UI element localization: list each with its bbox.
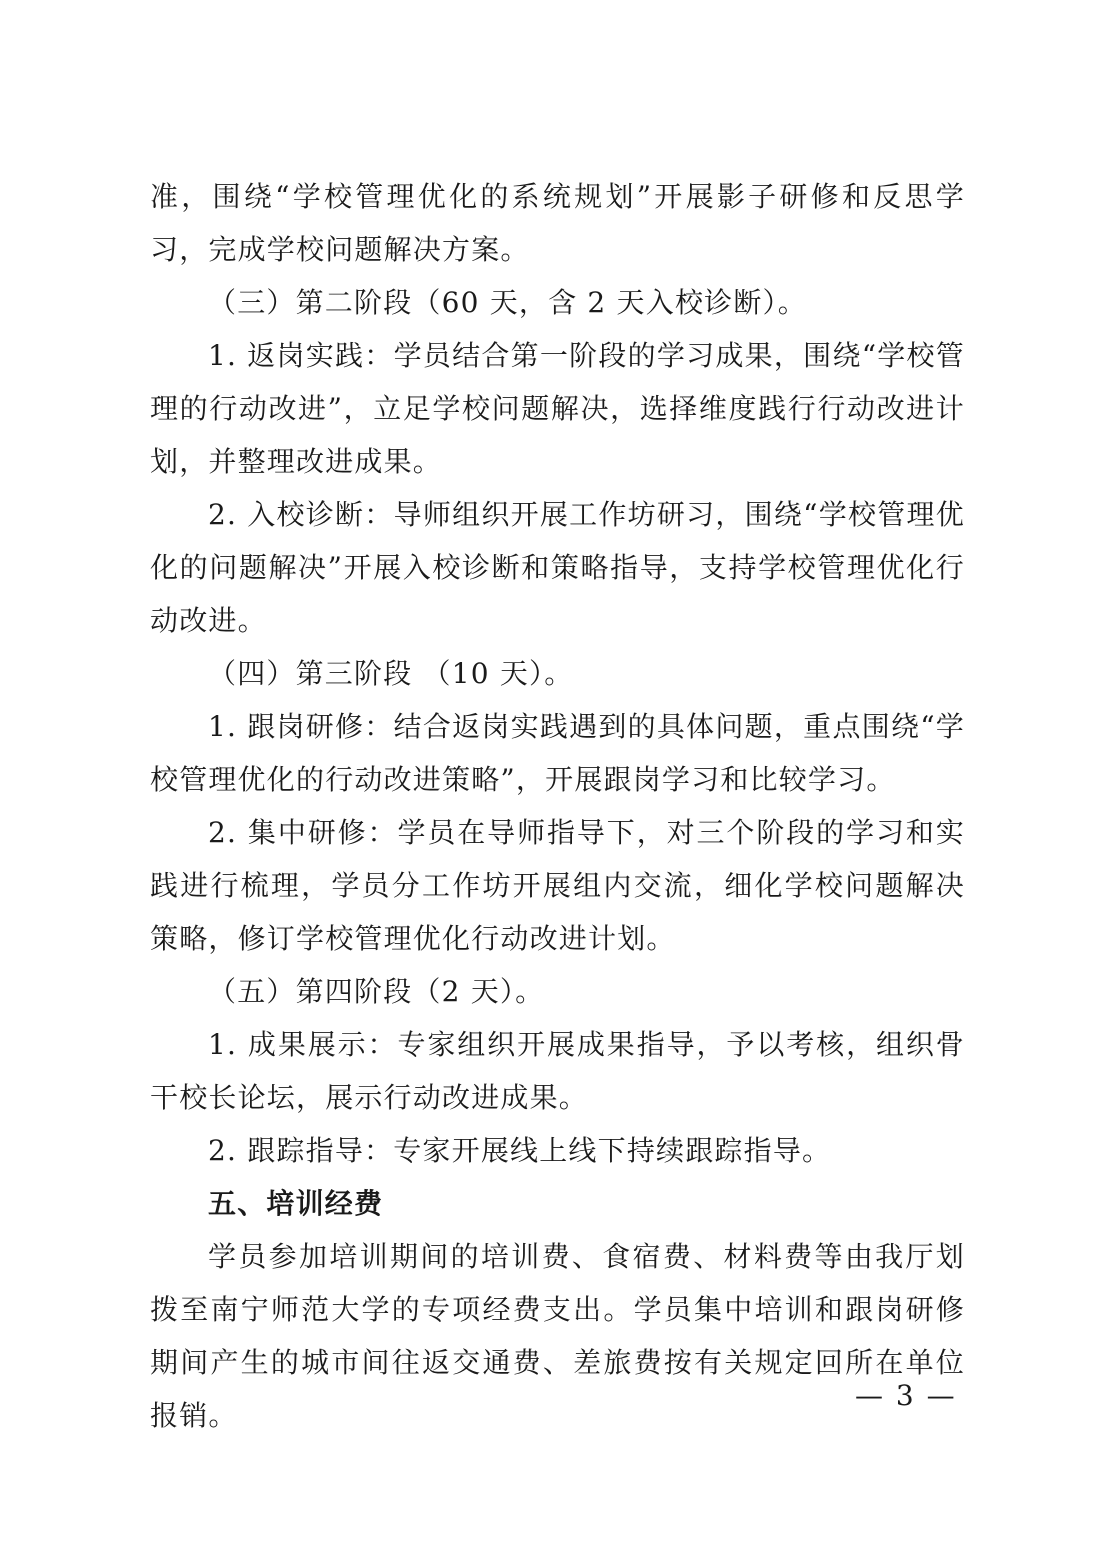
page-number: — 3 —	[855, 1379, 957, 1412]
section-heading-training-funds: 五、培训经费	[208, 1187, 384, 1220]
paragraph-shadow-training: 1. 跟岗研修：结合返岗实践遇到的具体问题，重点围绕“学校管理优化的行动改进策略”，开展跟岗学习和比较学习。	[150, 710, 965, 796]
paragraph-training-funds: 学员参加培训期间的培训费、食宿费、材料费等由我厅划拨至南宁师范大学的专项经费支出。学员集中培训和跟岗研修期间产生的城市间往返交通费、差旅费按有关规定回所在单位报销。	[150, 1240, 965, 1432]
paragraph-school-diagnosis: 2. 入校诊断：导师组织开展工作坊研习，围绕“学校管理优化的问题解决”开展入校诊断和策略指导，支持学校管理优化行动改进。	[150, 498, 965, 637]
subheading-stage-two: （三）第二阶段（60 天，含 2 天入校诊断）。	[208, 286, 807, 319]
subheading-stage-four: （五）第四阶段（2 天）。	[208, 975, 545, 1008]
paragraph-follow-up-guidance: 2. 跟踪指导：专家开展线上线下持续跟踪指导。	[208, 1134, 832, 1167]
paragraph-return-practice: 1. 返岗实践：学员结合第一阶段的学习成果，围绕“学校管理的行动改进”，立足学校问题解决，选择维度践行行动改进计划，并整理改进成果。	[150, 339, 965, 478]
paragraph-results-display: 1. 成果展示：专家组织开展成果指导，予以考核，组织骨干校长论坛，展示行动改进成果。	[150, 1028, 965, 1114]
paragraph-centralized-training: 2. 集中研修：学员在导师指导下，对三个阶段的学习和实践进行梳理，学员分工作坊开展组内交流，细化学校问题解决策略，修订学校管理优化行动改进计划。	[150, 816, 965, 955]
document-body	[150, 170, 965, 1442]
subheading-stage-three: （四）第三阶段 （10 天）。	[208, 657, 574, 690]
paragraph-continuation: 准，围绕“学校管理优化的系统规划”开展影子研修和反思学习，完成学校问题解决方案。	[150, 180, 965, 266]
